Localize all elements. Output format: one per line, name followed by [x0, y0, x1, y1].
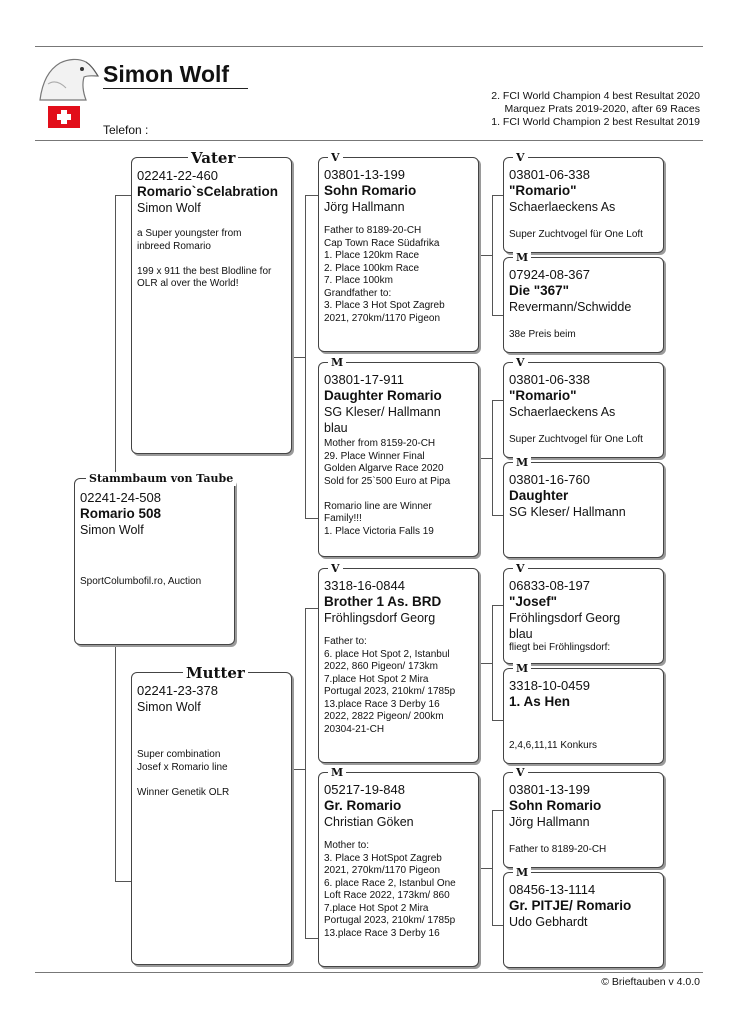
pigeon-notes: 2,4,6,11,11 Konkurs [509, 740, 598, 751]
pigeon-notes: Mother from 8159-20-CH 29. Place Winner Final Golden Algarve Race 2020 Sold for 25`500 Euro at Pipa Romario line are Winner Family!!! 1. Place Victoria Falls 19 [324, 438, 451, 537]
ring-number: 03801-06-338 [509, 372, 590, 387]
pigeon-notes: a Super youngster from inbreed Romario 199 x 911 the best Blodline for OLR al over the World! [137, 228, 272, 289]
ring-number: 03801-13-199 [509, 782, 590, 797]
connector-line [492, 720, 503, 721]
pigeon-notes: Mother to: 3. Place 3 HotSpot Zagreb 2021, 270km/1170 Pigeon 6. place Race 2, Istanbul One Loft Race 2022, 173km/ 860 7.place Hot Spot 2 Mira Portugal 2023, 210km/ 1785p 13.place Race 3 Derby 16 [324, 840, 456, 939]
mother-label: Mutter [183, 666, 248, 680]
dam-label: M [513, 251, 531, 265]
sire-label: V [513, 562, 528, 576]
dam-label: M [513, 662, 531, 676]
header-top-rule [35, 46, 703, 47]
connector-line [492, 400, 493, 515]
pigeon-notes: SportColumbofil.ro, Auction [80, 576, 202, 587]
ring-number: 3318-16-0844 [324, 578, 405, 593]
connector-line [492, 605, 503, 606]
connector-line [115, 195, 116, 478]
father-pigeon-card[interactable] [131, 157, 292, 454]
pigeon-name: 1. As Hen [509, 694, 571, 709]
ring-number: 3318-10-0459 [509, 678, 590, 693]
connector-line [492, 810, 503, 811]
ring-number: 03801-17-911 [324, 372, 404, 387]
connector-line [115, 645, 116, 881]
mother-pigeon-card[interactable] [131, 672, 292, 965]
footer-rule [35, 972, 703, 973]
connector-line [492, 195, 503, 196]
connector-line [492, 515, 503, 516]
subject-label: Stammbaum von Taube [86, 472, 236, 486]
ring-number: 06833-08-197 [509, 578, 590, 593]
pigeon-name: Brother 1 As. BRD [324, 594, 442, 609]
breeder-name: Simon Wolf [137, 201, 201, 215]
connector-line [115, 881, 131, 882]
connector-line [492, 400, 503, 401]
sire-label: V [513, 151, 528, 165]
great-grandparent-card[interactable] [503, 462, 664, 558]
great-grandparent-card[interactable] [503, 157, 664, 253]
pigeon-notes: fliegt bei Fröhlingsdorf: [509, 642, 611, 653]
connector-line [115, 195, 131, 196]
ring-number: 07924-08-367 [509, 267, 590, 282]
breeder-name: Schaerlaeckens As [509, 200, 616, 214]
maternal-grandfather-card[interactable] [318, 568, 479, 763]
breeder-name: Udo Gebhardt [509, 915, 588, 929]
pigeon-notes: Father to 8189-20-CH Cap Town Race Südafrika 1. Place 120km Race 2. Place 100km Race 7. Place 100km Grandfather to: 3. Place 3 Hot Spot Zagreb 2021, 270km/1170 Pigeon [324, 225, 445, 324]
ring-number: 03801-16-760 [509, 472, 590, 487]
ring-number: 08456-13-1114 [509, 882, 596, 897]
achievement-line: 2. FCI World Champion 4 best Resultat 2020 [491, 90, 700, 102]
breeder-name: Revermann/Schwidde [509, 300, 632, 314]
connector-line [492, 810, 493, 925]
paternal-grandmother-card[interactable] [318, 362, 479, 557]
pigeon-name: "Romario" [509, 388, 577, 403]
pigeon-notes: Father to 8189-20-CH [509, 844, 607, 855]
great-grandparent-card[interactable] [503, 568, 664, 664]
ring-number: 02241-22-460 [137, 168, 218, 183]
sire-label: V [328, 562, 343, 576]
great-grandparent-card[interactable] [503, 772, 664, 868]
swiss-flag-icon [48, 106, 80, 128]
connector-line [305, 195, 318, 196]
breeder-name: Christian Göken [324, 815, 414, 829]
pigeon-notes: Super combination Josef x Romario line Winner Genetik OLR [137, 749, 230, 798]
ring-number: 03801-06-338 [509, 167, 590, 182]
breeder-name: Fröhlingsdorf Georg [324, 611, 436, 625]
pigeon-name: Romario`sCelabration [137, 184, 279, 199]
dam-label: M [328, 356, 346, 370]
pigeon-name: "Romario" [509, 183, 577, 198]
maternal-grandmother-card[interactable] [318, 772, 479, 967]
paternal-grandfather-card[interactable] [318, 157, 479, 352]
pigeon-notes: Father to: 6. place Hot Spot 2, Istanbul 2022, 860 Pigeon/ 173km 7.place Hot Spot 2 Mira Portugal 2023, 210km/ 1785p 13.place Race 3 Derby 16 2022, 2822 Pigeon/ 200km 20304-21-CH [324, 636, 456, 735]
pigeon-name: Sohn Romario [324, 183, 417, 198]
pigeon-notes: 38e Preis beim [509, 329, 576, 340]
breeder-name: SG Kleser/ Hallmann blau [324, 405, 441, 435]
pigeon-name: Sohn Romario [509, 798, 602, 813]
owner-name: Simon Wolf [103, 61, 230, 87]
breeder-name: Simon Wolf [137, 700, 201, 714]
achievement-line: Marquez Prats 2019-2020, after 69 Races [504, 103, 700, 115]
pigeon-name: Daughter [509, 488, 569, 503]
pigeon-name: Gr. Romario [324, 798, 402, 813]
sire-label: V [328, 151, 343, 165]
achievements-list [491, 90, 700, 129]
owner-name-underline [103, 88, 248, 89]
great-grandparent-card[interactable] [503, 362, 664, 458]
great-grandparent-card[interactable] [503, 872, 664, 968]
ring-number: 02241-23-378 [137, 683, 218, 698]
dam-label: M [328, 766, 346, 780]
pigeon-name: "Josef" [509, 594, 558, 609]
dam-label: M [513, 456, 531, 470]
breeder-name: Fröhlingsdorf Georg blau [509, 611, 621, 641]
connector-line [492, 195, 493, 315]
ring-number: 02241-24-508 [80, 490, 161, 505]
subject-pigeon-card[interactable] [74, 478, 235, 645]
father-label: Vater [188, 151, 238, 165]
sire-label: V [513, 766, 528, 780]
pigeon-name: Die "367" [509, 283, 570, 298]
pigeon-notes: Super Zuchtvogel für One Loft [509, 229, 643, 240]
great-grandparent-card[interactable] [503, 257, 664, 353]
pigeon-head-logo [38, 54, 100, 102]
connector-line [492, 315, 503, 316]
sire-label: V [513, 356, 528, 370]
connector-line [305, 608, 306, 938]
connector-line [492, 925, 503, 926]
dam-label: M [513, 866, 531, 880]
connector-line [305, 608, 318, 609]
pigeon-name: Gr. PITJE/ Romario [509, 898, 632, 913]
connector-line [305, 518, 318, 519]
connector-line [305, 938, 318, 939]
great-grandparent-card[interactable] [503, 668, 664, 764]
pigeon-name: Romario 508 [80, 506, 162, 521]
phone-label: Telefon : [103, 123, 149, 137]
connector-line [492, 605, 493, 720]
achievement-line: 1. FCI World Champion 2 best Resultat 2019 [491, 116, 700, 128]
connector-line [305, 195, 306, 518]
pigeon-notes: Super Zuchtvogel für One Loft [509, 434, 643, 445]
pigeon-name: Daughter Romario [324, 388, 442, 403]
ring-number: 03801-13-199 [324, 167, 405, 182]
header-bottom-rule [35, 140, 703, 141]
ring-number: 05217-19-848 [324, 782, 405, 797]
breeder-name: Jörg Hallmann [324, 200, 405, 214]
breeder-name: Schaerlaeckens As [509, 405, 616, 419]
breeder-name: Jörg Hallmann [509, 815, 590, 829]
breeder-name: Simon Wolf [80, 523, 144, 537]
breeder-name: SG Kleser/ Hallmann [509, 505, 626, 519]
copyright-text: © Brieftauben v 4.0.0 [601, 976, 700, 988]
